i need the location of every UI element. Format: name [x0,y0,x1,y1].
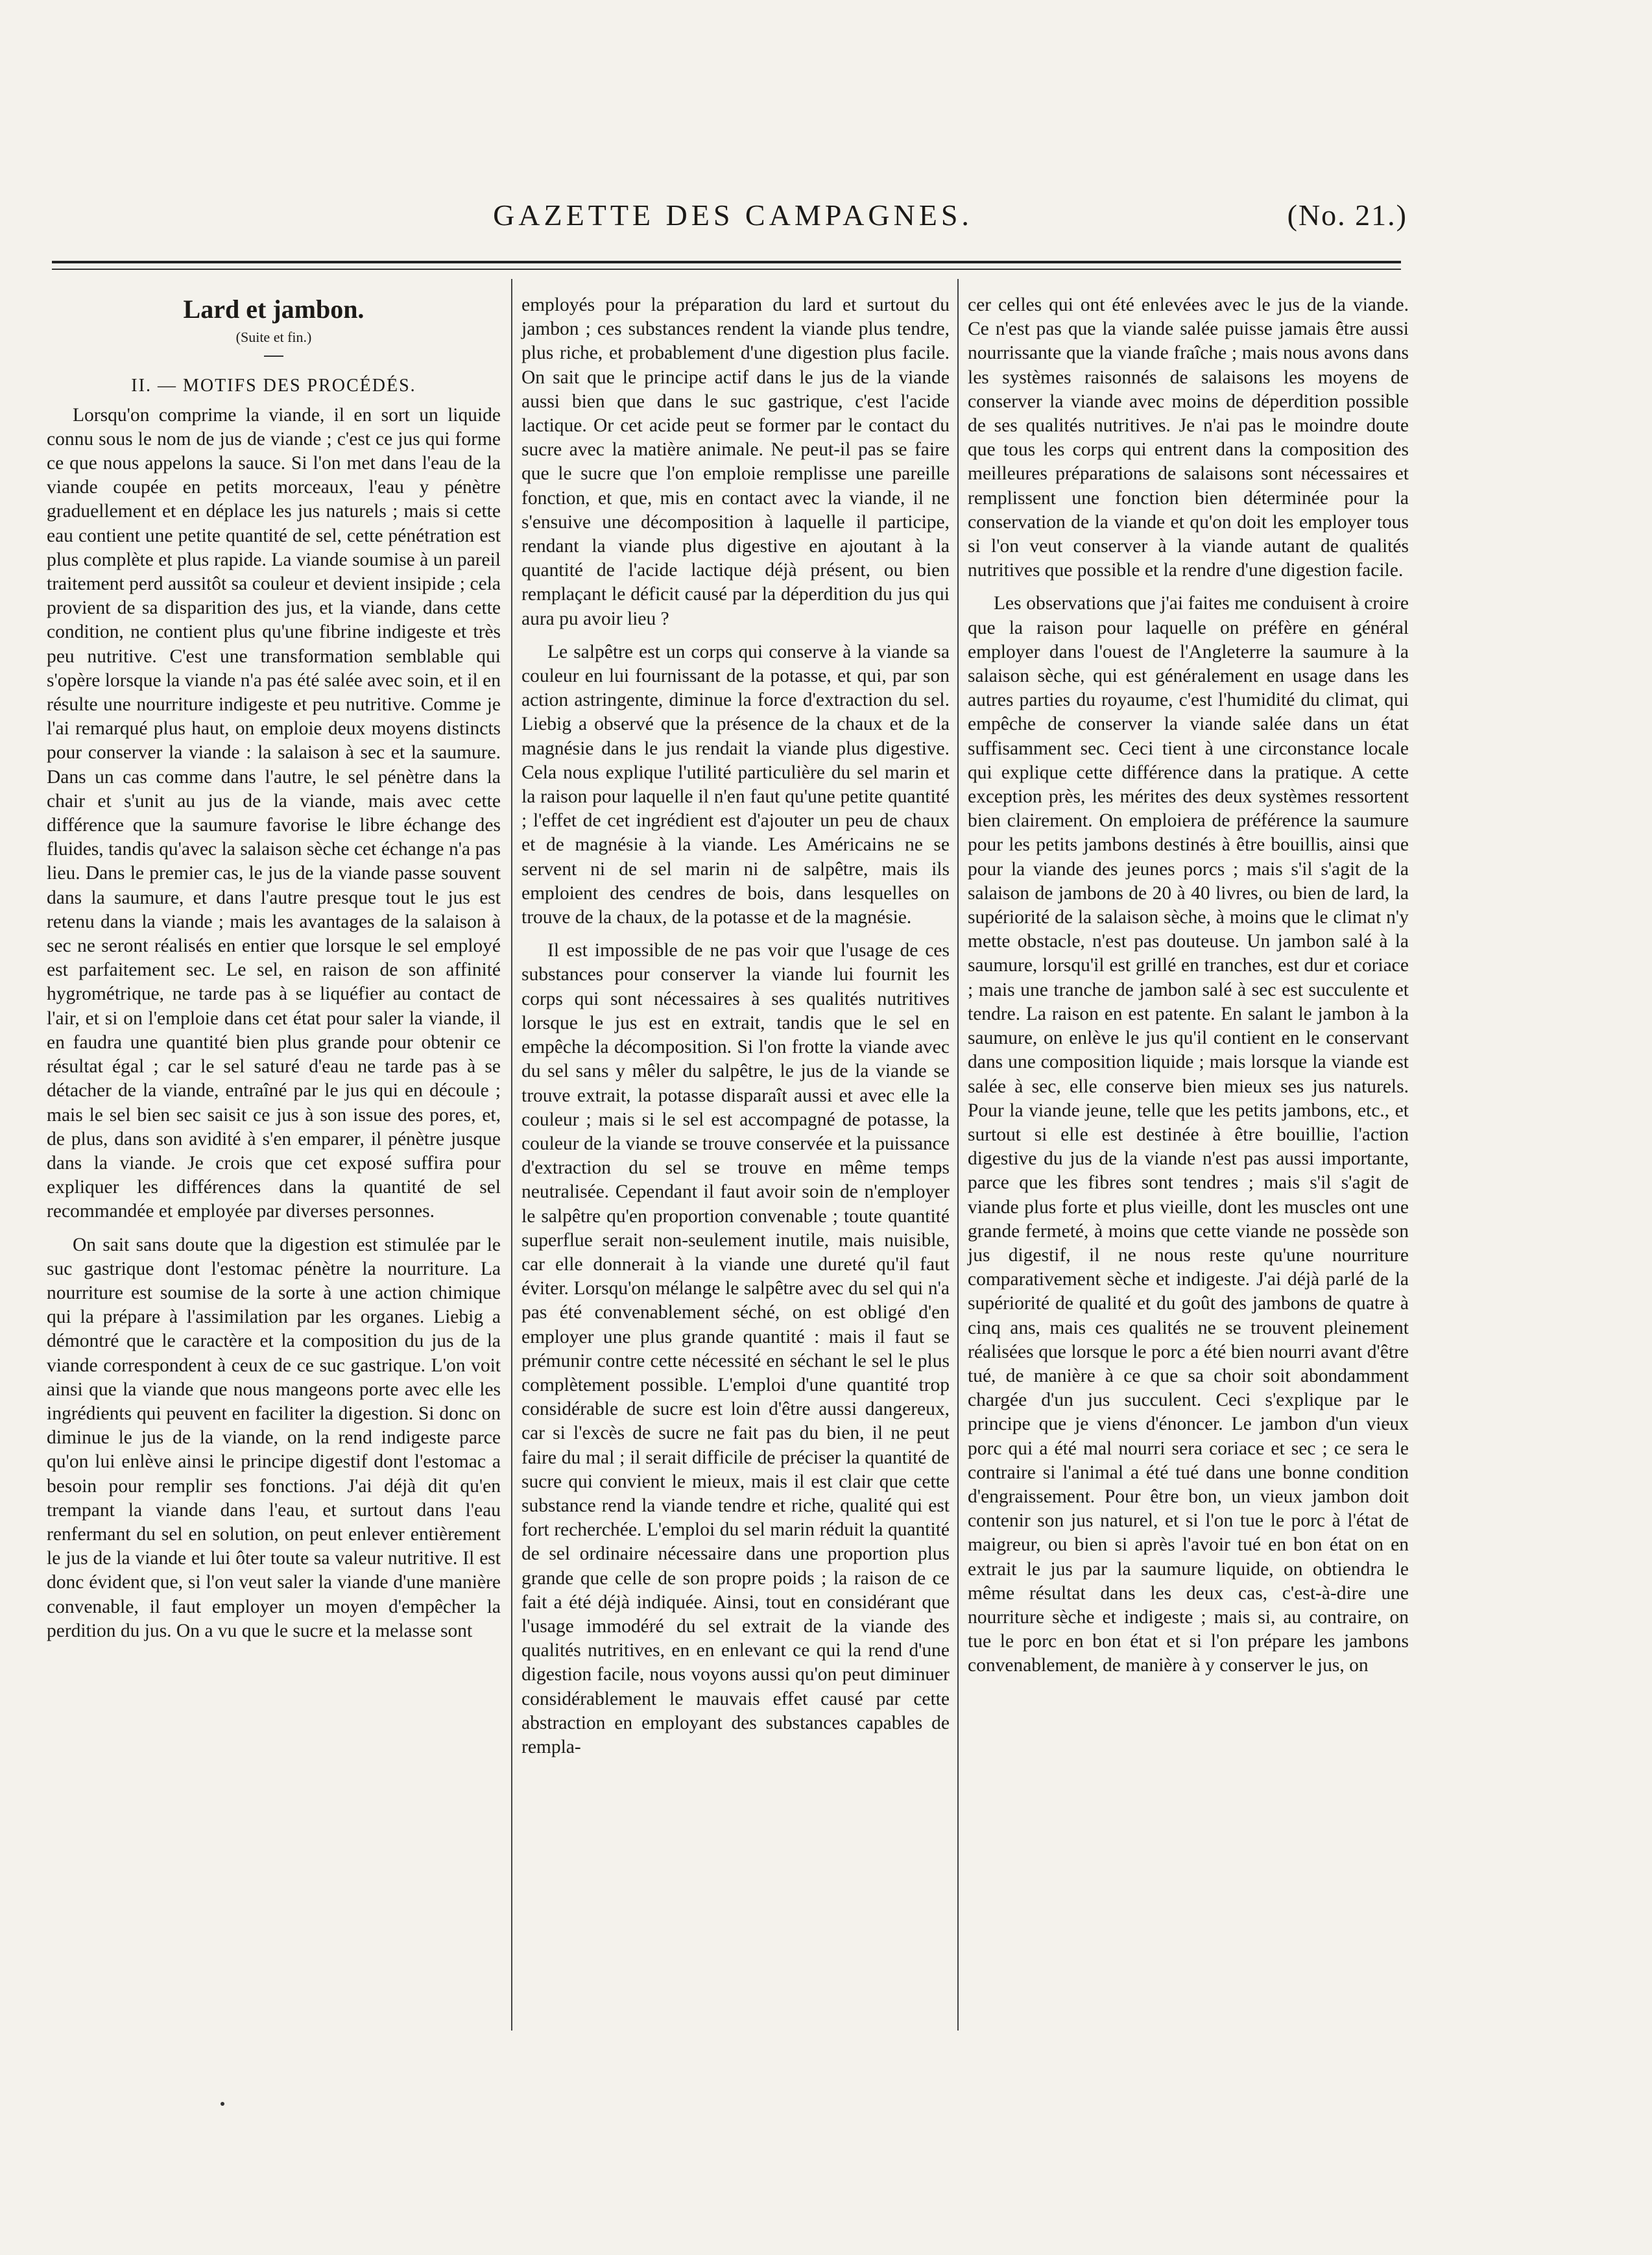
column-2 [521,293,950,1759]
column-divider [957,279,959,2031]
header-rule [52,261,1401,263]
column-divider [511,279,512,2031]
masthead [58,198,1407,243]
column-1 [47,285,501,1643]
section-heading: II. — MOTIFS DES PROCÉDÉS. [131,376,416,396]
paragraph: Les observations que j'ai faites me conduisent à croire que la raison pour laquelle on préfère en général employer dans l'ouest de l'Angleterre la saumure à la salaison sèche, qui est généralement en usage dans les autres parties du royaume, c'est l'humidité du climat, qui empêche de conserver la viande salée dans un état suffisamment sec. Ceci tient à une circonstance locale qui explique cette différence dans la pratique. A cette exception près, les mérites des deux systèmes ressortent bien clairement. On emploiera de préférence la saumure pour les petits jambons destinés à être bouillis, ainsi que pour la viande des jeunes porcs ; mais s'il s'agit de la salaison de jambons de 20 à 40 livres, ou bien de lard, la supériorité de la salaison sèche, à moins que le climat n'y mette obstacle, n'est pas douteuse. Un jambon salé à la saumure, lorsqu'il est grillé en tranches, est dur et coriace ; mais une tranche de jambon salé à sec est succulente et tendre. La raison en est patente. En salant le jambon à la saumure, on enlève le jus qu'il contient en le conservant dans une composition liquide ; mais lorsque la viande est salée à sec, elle conserve bien mieux ses jus naturels. Pour la viande jeune, telle que les petits jambons, etc., et surtout si elle est destinée à être bouillie, l'action digestive du jus de la viande n'est pas aussi importante, parce que les fibres sont tendres ; mais s'il s'agit de viande plus forte et plus vieille, dont les muscles ont une grande fermeté, à moins que cette viande ne possède son jus digestif, il ne nous reste qu'une nourriture comparativement sèche et indigeste. J'ai déjà parlé de la supériorité de qualité et du goût des jambons de quatre à cinq ans, mais ces qualités ne se trouvent pleinement réalisées que lorsque le porc a été bien nourri avant d'être tué, de manière à ce que sa choir soit abondamment chargée d'un jus succulent. Ceci s'explique par le principe que je viens d'énoncer. Le jambon d'un vieux porc qui a été mal nourri sera coriace et sec ; ce sera le contraire si l'animal a été tué dans une bonne condition d'engraissement. Pour être bon, un vieux jambon doit contenir son jus naturel, et si l'on tue le porc à l'état de maigreur, ou bien si après l'avoir tué en bon état on en extrait le jus par la saumure liquide, on obtiendra le même résultat dans les deux cas, c'est-à-dire une nourriture sèche et indigeste ; mais si, au contraire, on tue le porc en bon état et si l'on prépare les jambons convenablement, de manière à y conserver le jus, on [968,593,1409,1676]
paragraph: cer celles qui ont été enlevées avec le jus de la viande. Ce n'est pas que la viande salée puisse jamais être aussi nourrissante que la viande fraîche ; mais nous avons dans les systèmes raisonnés de salaisons les moyens de conserver la viande avec moins de déperdition possible de ses qualités nutritives. Je n'ai pas le moindre doute que tous les corps qui entrent dans la composition des meilleures préparations de salaisons sont nécessaires et remplissent une fonction bien déterminée pour la conservation de la viande et qu'on doit les employer tous si l'on veut conserver à la viande autant de qualités nutritives que possible et la rendre d'une digestion facile. [968,295,1409,581]
article-title: Lard et jambon. [183,295,365,324]
paragraph: Le salpêtre est un corps qui conserve à la viande sa couleur en lui fournissant de la potasse, et qui, par son action astringente, diminue la force d'extraction du sel. Liebig a observé que la présence de la chaux et de la magnésie dans le jus rendait la viande plus digestive. Cela nous explique l'utilité particulière du sel marin et la raison pour laquelle il n'en faut qu'une petite quantité ; l'effet de cet ingrédient est d'ajouter un peu de chaux et de magnésie à la viande. Les Américains ne se servent ni de sel marin ni de salpêtre, mais ils emploient des cendres de bois, dans lesquelles on trouve de la chaux, de la potasse et de la magnésie. [521,641,950,928]
article-subtitle: (Suite et fin.) [235,329,312,346]
publication-title: GAZETTE DES CAMPAGNES. [493,199,973,232]
print-speck [221,2102,224,2106]
issue-number: (No. 21.) [1287,199,1407,232]
paragraph: Lorsqu'on comprime la viande, il en sort un liquide connu sous le nom de jus de viande ; c'est ce jus qui forme ce que nous appelons la sauce. Si l'on met dans l'eau de la viande coupée en petits morceaux, l'eau y pénètre graduellement et en déplace les jus naturels ; mais si cette eau contient une petite quantité de sel, cette pénétration est plus complète et plus rapide. La viande soumise à un pareil traitement perd aussitôt sa couleur et devient insipide ; cela provient de sa disparition des jus, et la viande, dans cette condition, ne contient plus qu'une fibrine indigeste et très peu nutritive. C'est une transformation semblable qui s'opère lorsque la viande n'a pas été salée avec soin, et il en résulte une nourriture indigeste et peu nutritive. Comme je l'ai remarqué plus haut, on emploie deux moyens distincts pour conserver la viande : la salaison à sec et la saumure. Dans un cas comme dans l'autre, le sel pénètre dans la chair et s'unit au jus de la viande, mais avec cette différence que la saumure favorise le libre échange des fluides, tandis qu'avec la salaison sèche cet échange n'a pas lieu. Dans le premier cas, le jus de la viande passe souvent dans la saumure, et dans l'autre presque tout le jus est retenu dans la viande ; mais les avantages de la salaison à sec ne seront réalisés en entier que lorsque le sel employé est parfaitement sec. Le sel, en raison de son affinité hygrométrique, ne tarde pas à se liquéfier au contact de l'air, et si on l'emploie dans cet état pour saler la viande, il en faudra une quantité bien plus grande pour obtenir ce résultat égal ; car le sel saturé d'eau ne tarde pas à se détacher de la viande, entraîné par le jus qui en découle ; mais le sel bien sec saisit ce jus à son issue des pores, et, de plus, dans son avidité à s'en emparer, il pénètre jusque dans la viande. Je crois que cet exposé suffira pour expliquer les différences dans la quantité de sel recommandée et employée par diverses personnes. [47,404,501,1222]
paragraph: employés pour la préparation du lard et surtout du jambon ; ces substances rendent la viande plus tendre, plus riche, et probablement d'une digestion plus facile. On sait que le principe actif dans le jus de la viande aussi bien que dans le suc gastrique, c'est l'acide lactique. Or cet acide peut se former par le contact du sucre avec la matière animale. Ne peut-il pas se faire que le sucre que l'on emploie remplisse une pareille fonction, et que, mis en contact avec la viande, il ne s'ensuive une décomposition à laquelle il participe, rendant la viande plus digestive en ajoutant à la quantité de l'acide lactique déjà présent, ou bien remplaçant le déficit causé par la déperdition du jus qui aura pu avoir lieu ? [521,295,950,629]
title-separator [264,356,283,357]
header-rule-thin [52,269,1401,270]
column-3 [968,293,1409,1678]
paragraph: On sait sans doute que la digestion est stimulée par le suc gastrique dont l'estomac pénètre la nourriture. La nourriture est soumise de la sorte à une action chimique qui la prépare à l'assimilation par les organes. Liebig a démontré que le caractère et la composition du jus de la viande correspondent à ceux de ce suc gastrique. L'on voit ainsi que la viande que nous mangeons porte avec elle les ingrédients qui peuvent en faciliter la digestion. Si donc on diminue le jus de la viande, on la rend indigeste parce qu'on lui enlève ainsi le principe digestif dont l'estomac a besoin pour remplir ses fonctions. J'ai déjà dit qu'en trempant la viande dans l'eau, et surtout dans l'eau renfermant du sel en solution, on peut enlever entièrement le jus de la viande et lui ôter toute sa valeur nutritive. Il est donc évident que, si l'on veut saler la viande d'une manière convenable, il faut employer un moyen d'empêcher la perdition du jus. On a vu que le sucre et la melasse sont [47,1234,501,1641]
paragraph: Il est impossible de ne pas voir que l'usage de ces substances pour conserver la viande lui fournit les corps qui sont nécessaires à ses qualités nutritives lorsque le jus est en extrait, tandis que le sel en empêche la décomposition. Si l'on frotte la viande avec du sel sans y mêler du salpêtre, le jus de la viande se trouve extrait, la potasse disparaît aussi et avec elle la couleur ; mais si le sel est accompagné de potasse, la couleur de la viande se trouve conservée et la puissance d'extraction du sel se trouve en même temps neutralisée. Cependant il faut avoir soin de n'employer le salpêtre qu'en proportion convenable ; toute quantité superflue serait non-seulement inutile, mais nuisible, car elle donnerait à la viande une dureté qu'il faut éviter. Lorsqu'on mélange le salpêtre avec du sel qui n'a pas été convenablement séché, on est obligé d'en employer une plus grande quantité : mais il faut se prémunir contre cette nécessité en séchant le sel le plus complètement possible. L'emploi d'une quantité trop considérable de sucre est loin d'être aussi dangereux, car si l'excès de sucre ne fait pas du bien, il ne peut faire du mal ; il serait difficile de préciser la quantité de sucre qui convient le mieux, mais il est clair que cette substance rend la viande tendre et riche, qualité qui est fort recherchée. L'emploi du sel marin réduit la quantité de sel ordinaire nécessaire dans une proportion plus grande que celle de son propre poids ; la raison de ce fait a été déjà indiquée. Ainsi, tout en considérant que l'usage immodéré du sel extrait de la viande des qualités nutritives, en en enlevant ce qui la rend d'une digestion facile, nous voyons aussi qu'on peut diminuer considérablement le mauvais effet causé par cette abstraction en employant des substances capables de rempla- [521,940,950,1757]
